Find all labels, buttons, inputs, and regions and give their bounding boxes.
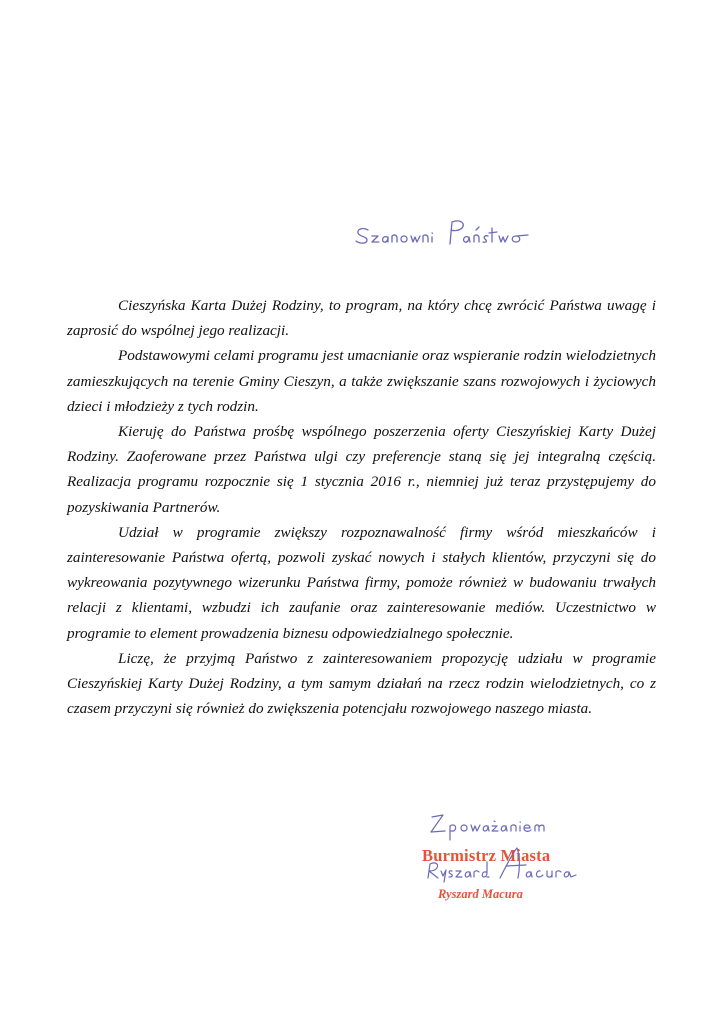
handwritten-signature bbox=[414, 840, 594, 890]
paragraph-1: Cieszyńska Karta Dużej Rodziny, to program, na który chcę zwrócić Państwa uwagę i zaprosić do wspólnej jego realizacji. bbox=[67, 297, 656, 340]
handwritten-salutation bbox=[350, 208, 550, 258]
handwritten-closing bbox=[428, 810, 578, 844]
paragraph-3: Kieruję do Państwa prośbę wspólnego poszerzenia oferty Cieszyńskiej Karty Dużej Rodziny. Zaoferowane przez Państwa ulgi czy preferencje staną się jej integralną częścią. Realizacja programu rozpocznie się 1 stycznia 2016 r., niemniej już teraz przystępujemy do pozyskiwania Partnerów. bbox=[67, 423, 656, 516]
paragraph-2: Podstawowymi celami programu jest umacnianie oraz wspieranie rodzin wielodzietnych zamieszkujących na terenie Gminy Cieszyn, a także zwiększanie szans rozwojowych i życiowych dzieci i młodzieży z tych rodzin. bbox=[67, 347, 656, 415]
signature-block bbox=[414, 840, 594, 910]
handwritten-salutation-drawing bbox=[350, 208, 550, 258]
letter-body bbox=[67, 293, 656, 721]
official-seal-title: Burmistrz Miasta bbox=[422, 846, 551, 865]
official-seal-name: Ryszard Macura bbox=[438, 887, 523, 901]
handwritten-closing-drawing bbox=[428, 810, 578, 844]
paragraph-5: Liczę, że przyjmą Państwo z zainteresowaniem propozycję udziału w programie Cieszyńskiej Karty Dużej Rodziny, a tym samym działań na rzecz rodzin wielodzietnych, co z czasem przyczyni się również do zwiększenia potencjału rozwojowego naszego miasta. bbox=[67, 649, 656, 718]
paragraph-4: Udział w programie zwiększy rozpoznawalność firmy wśród mieszkańców i zainteresowanie Państwa ofertą, pozwoli zyskać nowych i stałych klientów, przyczyni się do wykreowania pozytywnego wizerunku Państwa firmy, pomoże również w budowaniu trwałych relacji z klientami, wzbudzi ich zaufanie oraz zainteresowanie mediów. Uczestnictwo w programie to element prowadzenia biznesu odpowiedzialnego społecznie. bbox=[67, 523, 656, 642]
